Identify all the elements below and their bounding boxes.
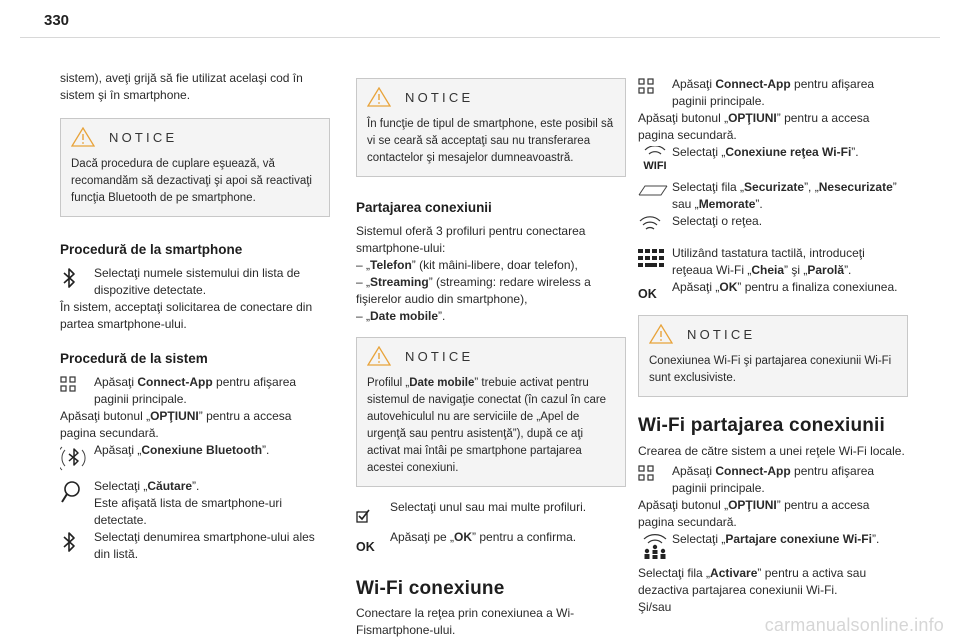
step-item [60,442,330,474]
step-item [60,529,330,563]
notice-text: Conexiunea Wi-Fi şi partajarea conexiunii Wi-Fi sunt exclusiviste. [649,355,892,384]
bluetooth-connection-icon [60,444,88,474]
warning-icon [367,346,391,366]
step-text: Selectaţi unul sau mai multe profiluri. [390,500,587,514]
step-text: În sistem, acceptaţi solicitarea de conectare din partea smartphone-ului. [60,300,313,331]
notice-text: Dacă procedura de cuplare eşuează, vă recomandăm să dezactivaţi şi apoi să reactivaţi funcţia Bluetooth de pe smartphone. [71,158,312,204]
warning-icon [649,324,673,344]
step-item [356,529,626,556]
list-item: – „Telefon” (kit mâini-libere, doar telefon), [356,258,578,272]
notice-text: Profilul „Date mobile” trebuie activat pentru sistemul de navigaţie conectat (în cazul în care autovehiculul nu are serviciile de „Apel de urgenţă sau pentru asistenţă”), după ce aţi activat mai întâi pe smartphone partajarea acestei conexiuni. [367,377,607,474]
notice-text: În funcţie de tipul de smartphone, este posibil să vi se ceară să acceptaţi sau nu transferarea contactelor şi mesajelor dumneavoastră. [367,118,614,164]
step-text: Selectaţi denumirea smartphone-ului ales din listă. [94,530,315,561]
search-icon [60,480,82,504]
step-item [60,265,330,299]
step-text: Selectaţi o reţea. [672,214,763,228]
notice-box [638,315,908,397]
list-item: – „Date mobile”. [356,309,446,323]
wifi-icon [643,146,667,158]
tab-icon [638,184,668,196]
heading-system-procedure: Procedură de la sistem [60,351,208,366]
app-grid-icon [60,376,76,392]
step-item [638,463,908,497]
notice-title: NOTICE [687,326,756,342]
step-item [638,279,908,303]
notice-title: NOTICE [405,348,474,364]
list-item: – „Streaming” (streaming: redare wireless a fişierelor audio din smartphone), [356,275,591,306]
checkbox-icon [356,509,370,523]
header-divider [20,37,940,38]
column-2 [356,78,626,639]
step-text: Apăsaţi pe „OK” pentru a confirma. [390,530,577,544]
step-text: Selectaţi „Căutare”. Este afişată lista de smartphone-uri detectate. [94,479,283,527]
bluetooth-icon [60,531,78,553]
wifi-label: WIFI [643,160,667,172]
watermark: carmanualsonline.info [764,615,944,635]
ok-icon: OK [638,287,657,301]
step-text: Apăsaţi butonul „OPŢIUNI” pentru a accesa pagina secundară. [60,409,292,440]
notice-box [60,118,330,217]
page-number: 330 [44,12,70,29]
body-text: Conectare la reţea prin conexiunea a Wi-Fismartphone-ului. [356,606,575,637]
heading-wifi-sharing: Wi-Fi partajarea conexiunii [638,415,886,436]
notice-title: NOTICE [109,129,178,145]
step-item [638,531,908,561]
warning-icon [71,127,95,147]
step-text: Selectaţi „Partajare conexiune Wi-Fi”. [672,532,880,546]
step-item [638,144,908,175]
app-grid-icon [638,78,654,94]
step-text: Selectaţi numele sistemului din lista de dispozitive detectate. [94,266,301,297]
step-text: Apăsaţi „Conexiune Bluetooth”. [94,443,270,457]
keyboard-icon [638,249,664,267]
notice-box [356,337,626,487]
notice-title: NOTICE [405,89,474,105]
column-3 [638,76,908,616]
step-text: Apăsaţi butonul „OPŢIUNI” pentru a accesa pagina secundară. [638,498,870,529]
app-grid-icon [638,465,654,481]
bluetooth-icon [60,267,78,289]
step-item [638,213,908,233]
step-text: Selectaţi fila „Activare” pentru a activa sau dezactiva partajarea conexiunii Wi-Fi. [638,566,867,597]
warning-icon [367,87,391,107]
step-item [60,478,330,529]
step-text: Apăsaţi Connect-App pentru afişarea paginii principale. [94,375,297,406]
intro-text: sistem), aveţi grijă să fie utilizat acelaşi cod în sistem şi în smartphone. [60,71,303,102]
wifi-network-icon [638,215,662,233]
column-1 [60,70,330,563]
step-text: Utilizând tastatura tactilă, introduceţi reţeaua Wi-Fi „Cheia” şi „Parolă”. [672,246,865,277]
step-item [638,179,908,213]
step-item [638,245,908,279]
heading-smartphone-procedure: Procedură de la smartphone [60,242,243,257]
wifi-share-icon [641,533,669,561]
step-item [638,76,908,110]
step-text: Selectaţi fila „Securizate”, „Nesecurizate” sau „Memorate”. [672,180,897,211]
ok-icon: OK [356,540,375,554]
heading-connection-sharing: Partajarea conexiunii [356,200,492,215]
step-text: Şi/sau [638,600,672,614]
step-text: Apăsaţi „OK” pentru a finaliza conexiunea. [672,280,898,294]
step-text: Apăsaţi Connect-App pentru afişarea paginii principale. [672,464,875,495]
body-text: Crearea de către sistem a unei reţele Wi-Fi locale. [638,444,905,458]
step-text: Selectaţi „Conexiune reţea Wi-Fi”. [672,145,859,159]
heading-wifi-connection: Wi-Fi conexiune [356,578,505,599]
notice-box [356,78,626,177]
body-text: Sistemul oferă 3 profiluri pentru conectarea smartphone-ului: [356,224,586,255]
step-item [356,499,626,523]
step-item [60,374,330,408]
step-text: Apăsaţi butonul „OPŢIUNI” pentru a accesa pagina secundară. [638,111,870,142]
step-text: Apăsaţi Connect-App pentru afişarea paginii principale. [672,77,875,108]
